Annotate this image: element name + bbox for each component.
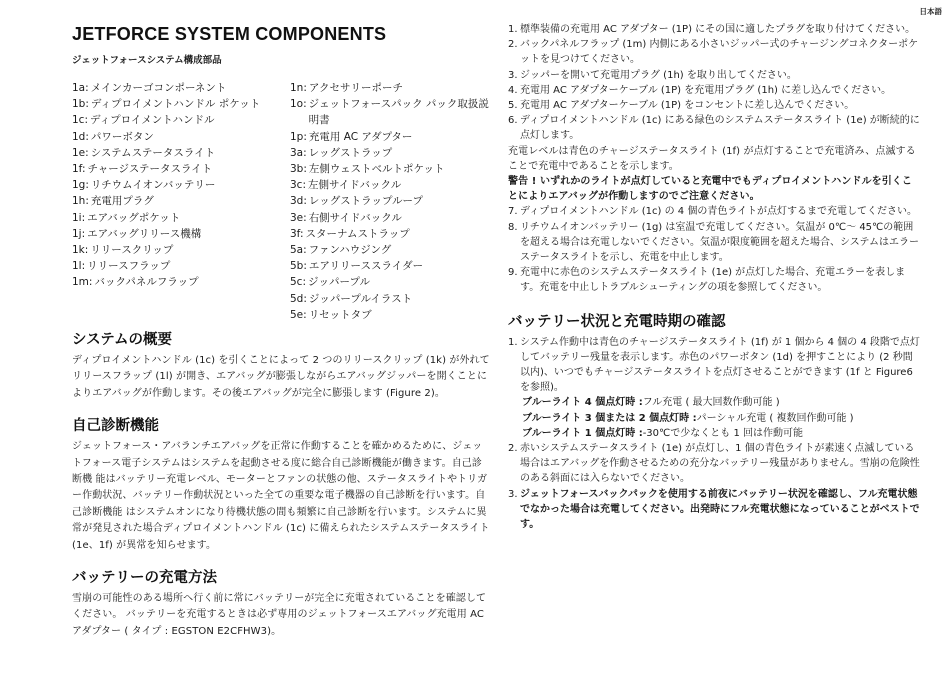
component-item [72, 177, 287, 193]
component-item [72, 96, 287, 112]
list-item [508, 68, 920, 83]
component-name: ジッパープルイラスト [308, 292, 413, 305]
step-text: 充電用 AC アダプターケーブル (1P) をコンセントに差し込んでください。 [520, 100, 855, 112]
step-text: ディプロイメントハンドル (1c) の 4 個の青色ライトが点灯するまで充電してください。 [520, 206, 918, 218]
component-name: リセットタブ [308, 308, 372, 321]
battery-levels [508, 395, 920, 441]
component-code: 1h: [72, 195, 89, 208]
overview-heading: システムの概要 [72, 332, 173, 348]
component-code: 5b: [290, 260, 307, 273]
component-name: レッグストラップループ [308, 195, 424, 208]
charging-section [72, 566, 492, 640]
battery-item-2: 赤いシステムステータスライト (1e) が点灯し、1 個の青色ライトが素速く点滅している場合はエアバッグを作動させるための充分なバッテリー残量がありません。雪崩の危険性 のある斜面には入らないでください。 [520, 443, 920, 485]
component-code: 1k: [72, 244, 89, 257]
component-code: 5c: [290, 276, 306, 289]
battery-heading: バッテリー状況と充電時期の確認 [508, 313, 726, 330]
overview-text: ディプロイメントハンドル (1c) を引くことによって 2 つのリリースクリップ (1k) が外れてリリースフラップ (1l) が開き、エアバッグが膨張しながらエアバッグジッパーを開くことによりエアバッグが作動します。その後エアバッグが完全に膨張します (Figure 2)。 [72, 355, 490, 399]
component-code: 3b: [290, 163, 307, 176]
charge-note: 充電レベルは青色のチャージステータスライト (1f) が点灯することで充電済み、点滅することで充電中であることを示します。 [508, 145, 916, 172]
battery-level-line [508, 395, 920, 410]
component-code: 1e: [72, 146, 89, 159]
component-code: 1n: [290, 82, 307, 94]
component-item [72, 80, 287, 96]
component-name: システムステータスライト [90, 146, 216, 159]
page-title: JETFORCE SYSTEM COMPONENTS [72, 24, 387, 44]
step-number: 3. [508, 69, 518, 81]
component-item [290, 226, 490, 242]
component-item [290, 96, 490, 128]
component-code: 1m: [72, 276, 93, 289]
battery-level-line [508, 411, 920, 426]
component-code: 3d: [290, 195, 307, 208]
component-list-col1 [72, 80, 287, 291]
component-name: リリースクリップ [90, 244, 174, 257]
component-code: 3a: [290, 146, 307, 159]
selfdiag-heading: 自己診断機能 [72, 418, 159, 435]
list-item [508, 83, 920, 98]
charging-text: 雪崩の可能性のある場所へ行く前に常にバッテリーが完全に充電されていることを確認してください。 バッテリーを充電するときは必ず専用のジェットフォースエアバッグ充電用 AC アダプター ( タイプ : EGSTON E2CFHW3)。 [72, 593, 487, 637]
battery-item-1: システム作動中は青色のチャージステータスライト (1f) が 1 個から 4 個の 4 段階で点灯してバッテリー残量を表示します。赤色のパワーボタン (1d) を押すことにより (2 秒間以内)、いつでもチャージステータスライトを点灯させることができます (1f と Figure6 を参照)。 [520, 336, 920, 394]
overview-section [72, 328, 492, 402]
step-text: 充電用 AC アダプターケーブル (1P) を充電用プラグ (1h) に差し込んでください。 [520, 84, 892, 96]
component-name: 右側サイドバックル [308, 211, 402, 224]
component-list-col2 [290, 80, 490, 323]
component-name: 左側サイドバックル [308, 179, 402, 192]
component-name: アクセサリーポーチ [308, 82, 404, 94]
selfdiag-section [72, 414, 492, 554]
battery-level-value: フル充電 ( 最大回数作動可能 ) [642, 397, 780, 409]
component-code: 1l: [72, 260, 86, 273]
component-item [290, 291, 490, 307]
component-code: 1o: [290, 98, 307, 111]
component-item [72, 242, 287, 258]
warning-text: 警告 ! いずれかのライトが点灯していると充電中でもディプロイメントハンドルを引くことによりエアバッグが作動しますのでご注意ください。 [508, 176, 913, 203]
component-item [290, 274, 490, 290]
list-item: 1. システム作動中は青色のチャージステータスライト (1f) が 1 個から 4 個の 4 段階で点灯してバッテリー残量を表示します。赤色のパワーボタン (1d) を押すことにより (2 秒間以内)、いつでもチャージステータスライトを点灯させることができます (1f と Figure6 を参照)。 [508, 335, 920, 396]
component-item [290, 161, 490, 177]
component-item [72, 129, 287, 145]
component-name: 充電用 AC アダプター [308, 130, 413, 143]
language-tag: 日本語 [919, 7, 942, 16]
battery-level-value: パーシャル充電 ( 複数回作動可能 ) [696, 412, 854, 424]
charging-heading: バッテリーの充電方法 [72, 570, 217, 587]
component-item [72, 210, 287, 226]
list-item: 3. ジェットフォースバックパックを使用する前夜にバッテリー状況を確認し、フル充電状態でなかった場合は充電してください。出発時にフル充電状態になっていることがベストです。 [508, 487, 920, 533]
step-number: 7. [508, 206, 518, 218]
list-item [508, 113, 920, 143]
component-code: 1a: [72, 82, 89, 94]
component-name: ディプロイメントハンドル [90, 114, 215, 127]
component-item [290, 145, 490, 161]
component-code: 1d: [72, 130, 89, 143]
battery-item-3: ジェットフォースバックパックを使用する前夜にバッテリー状況を確認し、フル充電状態でなかった場合は充電してください。出発時にフル充電状態になっていることがベストです。 [520, 488, 920, 531]
component-code: 3e: [290, 211, 307, 224]
component-code: 1g: [72, 179, 89, 192]
component-name: 左側ウェストベルトポケット [308, 163, 445, 176]
battery-level-label: ブルーライト 3 個または 2 個点灯時 : [522, 412, 697, 424]
component-list [72, 80, 492, 328]
list-item [508, 22, 920, 37]
charging-steps-1-6 [508, 22, 920, 144]
component-code: 5e: [290, 308, 307, 321]
component-item [290, 210, 490, 226]
step-number: 1. [508, 24, 518, 35]
list-item [508, 204, 920, 219]
list-item [508, 220, 920, 266]
component-code: 1b: [72, 98, 89, 111]
battery-section [508, 310, 920, 533]
component-name: ファンハウジング [308, 244, 392, 257]
component-name: メインカーゴコンポーネント [90, 82, 227, 94]
component-code: 1f: [72, 163, 86, 176]
component-name: エアバッグポケット [87, 211, 181, 224]
component-name: リチウムイオンバッテリー [90, 179, 216, 192]
component-code: 5a: [290, 244, 307, 257]
page-subtitle: ジェットフォースシステム構成部品 [72, 55, 222, 66]
component-name: パワーボタン [90, 130, 154, 143]
component-item [72, 145, 287, 161]
step-number: 2. [508, 39, 518, 51]
component-name: リリースフラップ [87, 260, 171, 273]
component-item [72, 193, 287, 209]
component-code: 5d: [290, 292, 307, 305]
component-item [72, 112, 287, 128]
component-item [290, 258, 490, 274]
step-number: 6. [508, 115, 518, 127]
list-item: 2. 赤いシステムステータスライト (1e) が点灯し、1 個の青色ライトが素速く点滅している場合はエアバッグを作動させるための充分なバッテリー残量がありません。雪崩の危険性 のある斜面には入らないでください。 [508, 441, 920, 487]
step-number: 8. [508, 221, 518, 233]
step-text: ディプロイメントハンドル (1c) にある緑色のシステムステータスライト (1e) が断続的に点灯します。 [520, 115, 920, 142]
step-number: 5. [508, 100, 518, 112]
component-item [290, 242, 490, 258]
component-name: ジッパープル [308, 276, 371, 289]
charging-steps-7-9 [508, 204, 920, 295]
component-name: ジェットフォースパック パック取扱説明書 [308, 98, 489, 127]
step-text: 標準装備の充電用 AC アダプター (1P) にその国に適したプラグを取り付けてください。 [520, 24, 916, 35]
component-code: 3f: [290, 227, 304, 240]
right-column [508, 22, 920, 532]
left-column [72, 22, 492, 652]
step-number: 9. [508, 267, 518, 279]
component-name: スターナムストラップ [305, 227, 410, 240]
component-code: 1c: [72, 114, 88, 127]
component-item [290, 193, 490, 209]
component-name: チャージステータスライト [87, 163, 213, 176]
component-code: 3c: [290, 179, 306, 192]
component-item [290, 307, 490, 323]
battery-list [508, 335, 920, 396]
battery-level-label: ブルーライト 4 個点灯時 : [522, 397, 643, 409]
step-number: 4. [508, 84, 518, 96]
battery-list-cont [508, 441, 920, 532]
component-item [290, 129, 490, 145]
component-code: 1i: [72, 211, 86, 224]
component-item [72, 226, 287, 242]
battery-level-line [508, 426, 920, 441]
component-item [290, 177, 490, 193]
component-name: レッグストラップ [308, 146, 393, 159]
component-code: 1p: [290, 130, 307, 143]
battery-level-value: -30℃で少なくとも 1 回は作動可能 [642, 427, 803, 439]
component-name: エアリリーススライダー [308, 260, 424, 273]
step-text: バックパネルフラップ (1m) 内側にある小さいジッパー式のチャージングコネクターポケットを見つけてください。 [520, 39, 919, 66]
list-item [508, 98, 920, 113]
component-item [72, 258, 287, 274]
list-item [508, 265, 920, 295]
component-name: バックパネルフラップ [94, 276, 199, 289]
component-name: エアバッグリリース機構 [87, 227, 202, 240]
step-text: 充電中に赤色のシステムステータスライト (1e) が点灯した場合、充電エラーを表します。充電を中止しトラブルシューティングの項を参照してください。 [520, 267, 906, 294]
component-code: 1j: [72, 227, 86, 240]
step-text: リチウムイオンバッテリー (1g) は室温で充電してください。気温が 0℃～ 45℃の範囲を超える場合は充電しないでください。気温が限度範囲を超えた場合、システムはエラーステータスライトを示し、充電を中止します。 [520, 221, 919, 264]
battery-level-label: ブルーライト 1 個点灯時 : [522, 427, 643, 439]
component-item [72, 161, 287, 177]
component-name: 充電用プラグ [90, 195, 154, 208]
component-item [72, 274, 287, 290]
list-item [508, 37, 920, 67]
selfdiag-text: ジェットフォース・アバランチエアバッグを正常に作動することを確かめるために、ジェットフォース電子システムはシステムを起動させる度に総合自己診断機能が働きます。自己診断機 能はバッテリー充電レベル、モーターとファンの状態の他、ステータスライトやトリガー作動状況、バッテリー作動状況といった全ての重要な電子機器の自己診断を行います。自己診断機能 はシステムオンになり待機状態の間も頻繁に自己診断を行います。システムに異常が発見された場合ディプロイメントハンドル (1c) に備えられたシステムステータスライト (1e、1f) が異常を知らせます。 [72, 441, 490, 551]
step-text: ジッパーを開いて充電用プラグ (1h) を取り出してください。 [520, 69, 797, 81]
component-name: ディプロイメントハンドル ポケット [90, 98, 261, 111]
component-item [290, 80, 490, 96]
